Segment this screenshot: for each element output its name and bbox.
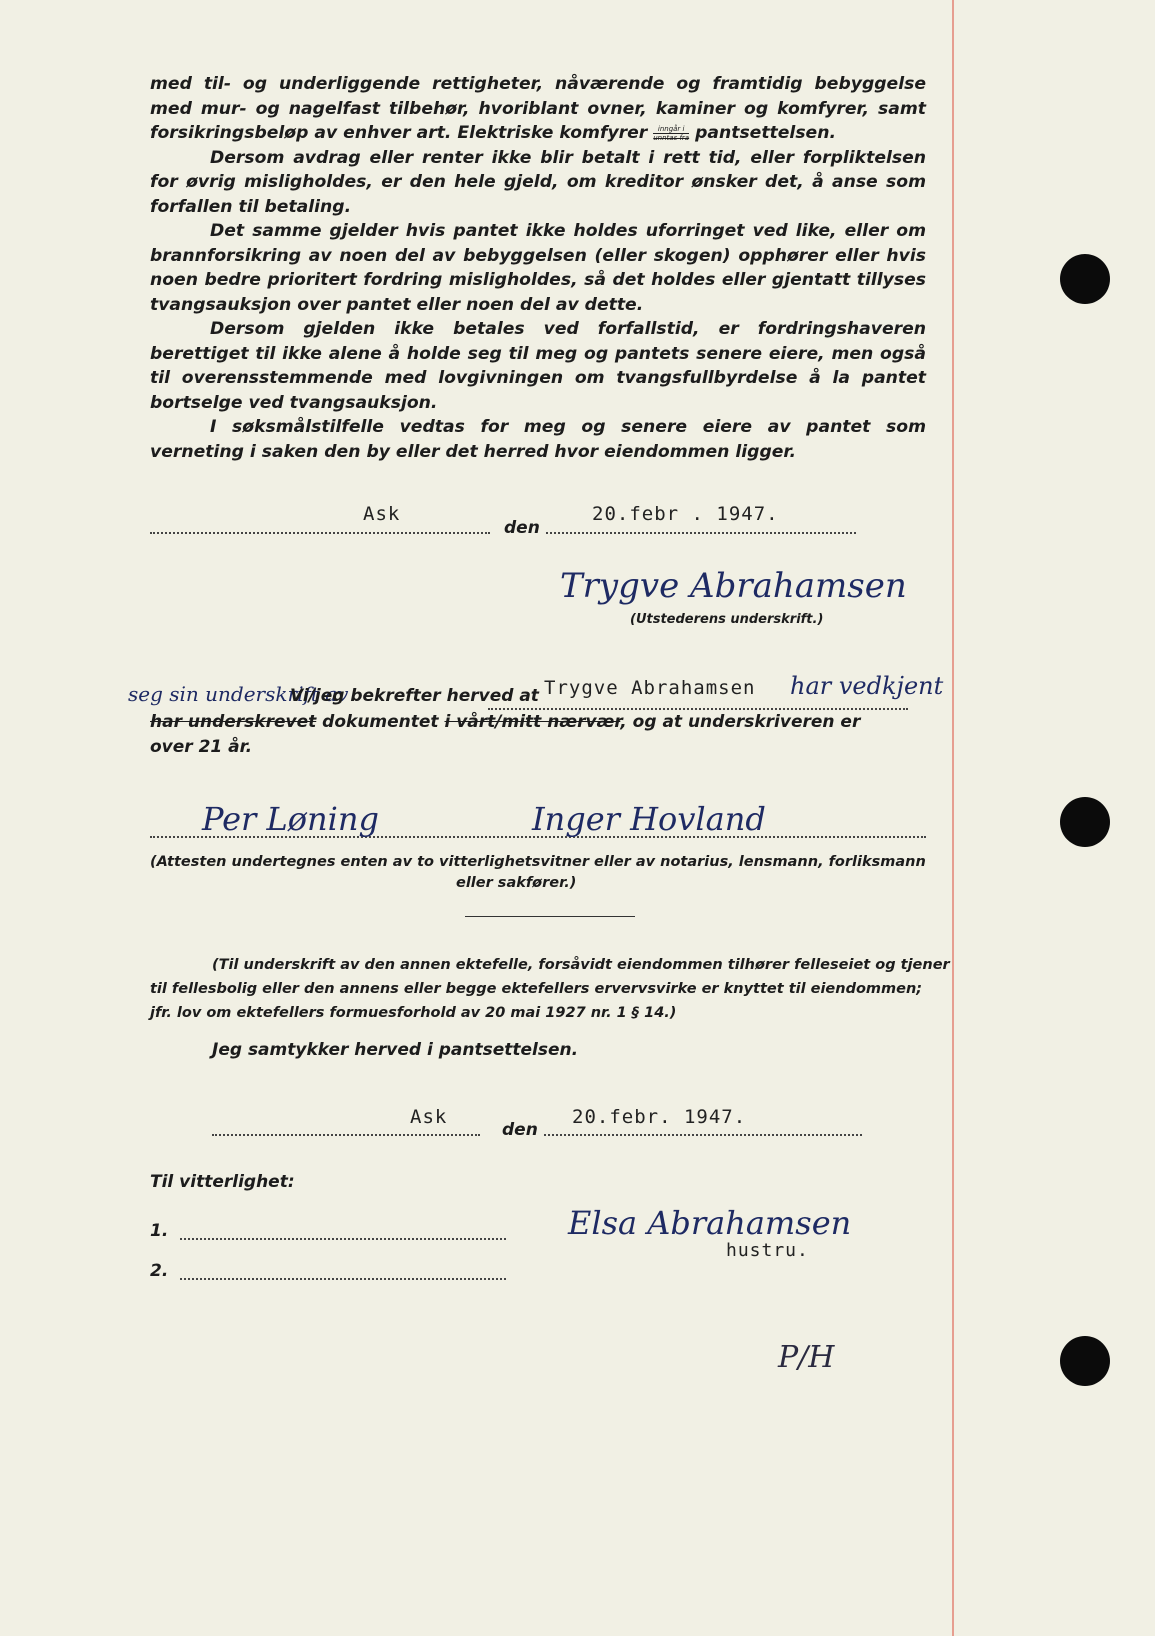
dotted-line [180,1278,506,1280]
dotted-line [488,708,908,710]
paragraph-5: I søksmålstilfelle vedtas for meg og senere eiere av pantet som verneting i saken den by eller det herred hvor eiendommen ligger. [150,417,926,462]
witness-note-line2: eller sakfører.) [456,875,577,891]
witness-note-line1: (Attesten undertegnes enten av to vitterlighetsvitner eller av notarius, lensmann, forliksmann [150,854,926,870]
paragraph-3: Det samme gjelder hvis pantet ikke holdes uforringet ved like, eller om brannforsikring av noen del av bebyggelsen (eller skogen) opphører eller hvis noen bedre prioritert fordring misligholdes, så det holdes eller gjentatt tillyses tvangsauksjon over pantet eller noen del av dette. [150,221,926,315]
spouse-signature: Elsa Abrahamsen [568,1204,852,1242]
choice-stack: inngår i unntas fra [653,124,690,142]
dotted-line [544,1134,862,1136]
confirmation-line1: Vi/jeg bekrefter herved at [290,686,539,706]
witness-number-2: 2. [150,1261,169,1281]
dotted-line [180,1238,506,1240]
witness-number-1: 1. [150,1221,169,1241]
witness-signature-2: Inger Hovland [532,800,766,838]
handwritten-insert-right: har vedkjent [790,672,944,700]
confirmation-name: Trygve Abrahamsen [544,677,756,699]
confirmation-line2: har underskrevet dokumentet i vårt/mitt nærvær, og at underskriveren er [150,712,861,732]
witness-signature-1: Per Løning [202,800,379,838]
spouse-note-line1: (Til underskrift av den annen ektefelle, forsåvidt eiendommen tilhører felleseiet og tjener [212,957,950,973]
consent-place: Ask [410,1106,448,1128]
paragraph-2: Dersom avdrag eller renter ikke blir betalt i rett tid, eller forpliktelsen for øvrig misligholdes, er den hele gjeld, om kreditor ønsker det, å anse som forfallen til betaling. [150,147,926,217]
issue-den: den [504,518,540,538]
spouse-note-line3: jfr. lov om ektefellers formuesforhold av 20 mai 1927 nr. 1 § 14.) [150,1005,677,1021]
spouse-note-line2: til fellesbolig eller den annens eller begge ektefellers ervervsvirke er knyttet til eiendommen; [150,981,923,997]
paragraph-1: med til- og underliggende rettigheter, nåværende og framtidig bebyggelse med mur- og nagelfast tilbehør, hvoriblant ovner, kaminer og komfyrer, samt forsikringsbeløp av enhver art. Elektriske komfyrer inngår i unntas fra pantsettelsen. [150,74,926,143]
paragraph-4: Dersom gjelden ikke betales ved forfallstid, er fordringshaveren berettiget til ikke alene å holde seg til meg og pantets senere eiere, men også til overensstemmende med lovgivningen om tvangsfullbyrdelse å la pantet bortselge ved tvangsauksjon. [150,319,926,413]
issuer-signature-label: (Utstederens underskrift.) [630,612,824,627]
handwritten-insert-left: seg sin underskrift av [128,682,349,706]
initials: P/H [778,1340,835,1375]
punch-hole [1060,1336,1110,1386]
witness-label: Til vitterlighet: [150,1172,295,1192]
punch-hole [1060,254,1110,304]
consent-den: den [502,1120,538,1140]
issuer-signature: Trygve Abrahamsen [560,566,907,606]
dotted-line [212,1134,480,1136]
body-text [150,72,926,464]
issue-date: 20.febr . 1947. [592,503,779,525]
margin-line [952,0,954,1636]
separator-line [465,916,635,917]
consent-date: 20.febr. 1947. [572,1106,747,1128]
dotted-line [546,532,856,534]
spouse-role: hustru. [726,1240,809,1261]
dotted-line [150,532,490,534]
consent-text: Jeg samtykker herved i pantsettelsen. [212,1040,579,1060]
confirmation-line3: over 21 år. [150,737,253,757]
issue-place: Ask [363,503,401,525]
punch-hole [1060,797,1110,847]
